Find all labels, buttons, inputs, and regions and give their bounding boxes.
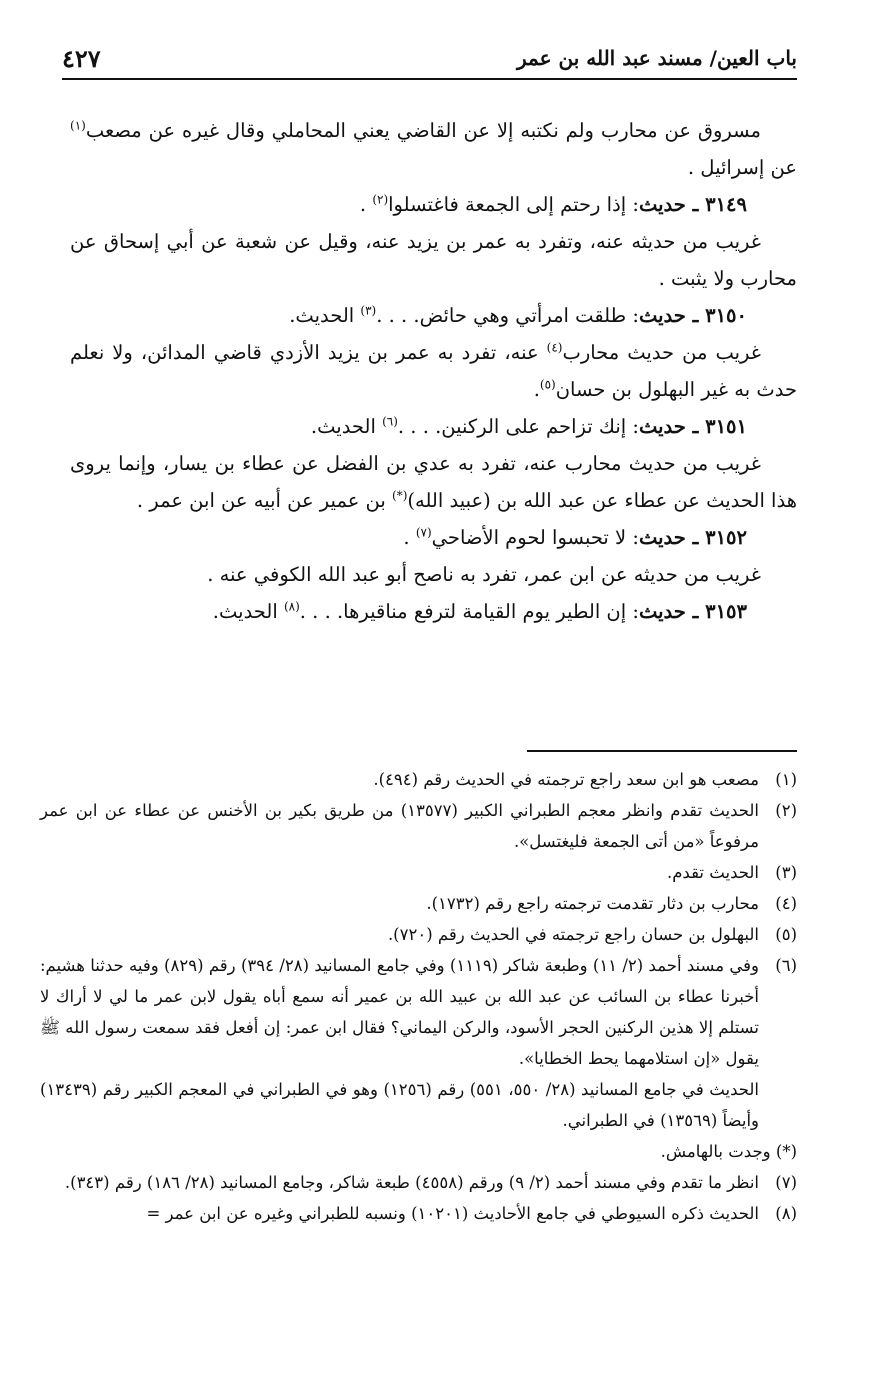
footnote-ref: (٦) xyxy=(382,414,398,429)
footnote-ref: (٤) xyxy=(546,340,563,355)
footnote-7 xyxy=(40,1167,797,1198)
footnote-number: (١) xyxy=(775,770,797,789)
footnote-1 xyxy=(40,764,797,795)
footnote-4 xyxy=(40,888,797,919)
hadith-tail: الحديث. xyxy=(310,415,383,438)
paragraph-text: . xyxy=(533,378,540,401)
footnote-number: (٦) xyxy=(775,956,797,975)
paragraph-1 xyxy=(70,112,797,186)
footnote-text: مصعب هو ابن سعد راجع ترجمته في الحديث رقم (٤٩٤). xyxy=(373,770,759,789)
paragraph-2: غريب من حديثه عنه، وتفرد به عمر بن يزيد عنه، وقيل عن شعبة عن أبي إسحاق عن محارب ولا يثبت . xyxy=(70,230,797,290)
hadith-tail: الحديث. xyxy=(212,600,284,623)
hadith-label: ـ حديث xyxy=(638,304,706,327)
footnote-number: (٢) xyxy=(775,801,797,820)
footnote-star: (*) وجدت بالهامش. xyxy=(660,1142,797,1161)
footnote-6-continuation: الحديث في جامع المسانيد (٢٨/ ٥٥٠، ٥٥١) رقم (١٢٥٦) وهو في الطبراني في المعجم الكبير رقم (١٣٤٣٩) وأيضاً (١٣٥٦٩) في الطبراني. xyxy=(40,1080,759,1130)
footnote-ref: (٨) xyxy=(283,599,300,614)
paragraph-text: غريب من حديث محارب xyxy=(562,341,761,364)
hadith-number: ٣١٥٣ xyxy=(705,600,747,623)
footnote-text: الحديث تقدم وانظر معجم الطبراني الكبير (١٣٥٧٧) من طريق بكير بن الأخنس عن عطاء عن ابن عمر مرفوعاً «من أتى الجمعة فليغتسل». xyxy=(40,801,759,851)
footnote-separator xyxy=(527,750,797,752)
hadith-3151 xyxy=(70,408,797,445)
paragraph-5: غريب من حديثه عن ابن عمر، تفرد به ناصح أبو عبد الله الكوفي عنه . xyxy=(207,563,761,586)
footnote-ref: (٧) xyxy=(415,525,432,540)
footnote-text: الحديث ذكره السيوطي في جامع الأحاديث (١٠٢٠١) ونسبه للطبراني وغيره عن ابن عمر = xyxy=(146,1204,759,1223)
footnote-ref: (٥) xyxy=(539,377,556,392)
hadith-tail: . xyxy=(359,193,373,216)
hadith-text: : إن الطير يوم القيامة لترفع مناقيرها. . . . xyxy=(299,600,639,623)
footnote-5 xyxy=(40,919,797,950)
footnote-8 xyxy=(40,1198,797,1229)
footnote-number: (٥) xyxy=(775,925,797,944)
hadith-text: : إذا رحتم إلى الجمعة فاغتسلوا xyxy=(388,193,639,216)
paragraph-4 xyxy=(70,445,797,519)
footnote-ref: (*) xyxy=(392,488,408,503)
hadith-label: ـ حديث xyxy=(638,415,706,438)
footnote-number: (٣) xyxy=(775,863,797,882)
hadith-label: ـ حديث xyxy=(638,526,706,549)
footnotes xyxy=(40,764,797,1229)
hadith-number: ٣١٥١ xyxy=(705,415,747,438)
footnote-text: وفي مسند أحمد (٢/ ١١) وطبعة شاكر (١١١٩) وفي جامع المسانيد (٢٨/ ٣٩٤) رقم (٨٢٩) وفيه حدثنا هشيم: أخبرنا عطاء بن السائب عن عبد الله بن عبيد الله بن عمير أنه سمع أباه يقول لابن عمر ما لي لا أراك لا تستلم إلا هذين الركنين الحجر الأسود، والركن اليماني؟ فقال ابن عمر: إن أفعل فقد سمعت رسول الله ﷺ يقول «إن استلامهما يحط الخطايا». xyxy=(40,956,759,1068)
hadith-3152 xyxy=(70,519,797,556)
footnote-6 xyxy=(40,950,797,1074)
footnote-2 xyxy=(40,795,797,857)
hadith-number: ٣١٥٠ xyxy=(705,304,747,327)
page-number: ٤٢٧ xyxy=(62,43,101,73)
footnote-number: (٤) xyxy=(775,894,797,913)
footnote-3 xyxy=(40,857,797,888)
running-header xyxy=(62,38,797,80)
running-title: باب العين/ مسند عبد الله بن عمر xyxy=(517,46,797,70)
footnote-ref: (٢) xyxy=(372,192,389,207)
hadith-tail: . xyxy=(403,526,416,549)
hadith-number: ٣١٥٢ xyxy=(705,526,747,549)
hadith-3153 xyxy=(70,593,797,630)
footnote-text: محارب بن دثار تقدمت ترجمته راجع رقم (١٧٣٢). xyxy=(426,894,759,913)
hadith-text: : لا تحبسوا لحوم الأضاحي xyxy=(431,526,639,549)
footnote-text: البهلول بن حسان راجع ترجمته في الحديث رقم (٧٢٠). xyxy=(387,925,759,944)
paragraph-3 xyxy=(70,334,797,408)
paragraph-text: عنه، تفرد به عمر بن يزيد الأزدي قاضي المدائن، ولا نعلم حدث به غير البهلول بن حسان xyxy=(70,341,797,401)
paragraph-text: بن عمير عن أبيه عن ابن عمر . xyxy=(136,489,393,512)
footnote-number: (٧) xyxy=(775,1173,797,1192)
main-text xyxy=(70,112,797,630)
hadith-label: ـ حديث xyxy=(638,193,706,216)
paragraph-text: مسروق عن محارب ولم نكتبه إلا عن القاضي يعني المحاملي وقال غيره عن مصعب xyxy=(85,119,761,142)
hadith-3149 xyxy=(70,186,797,223)
footnote-text: الحديث تقدم. xyxy=(666,863,759,882)
footnote-text: انظر ما تقدم وفي مسند أحمد (٢/ ٩) ورقم (٤٥٥٨) طبعة شاكر، وجامع المسانيد (٢٨/ ١٨٦) رقم (٣٤٣). xyxy=(64,1173,759,1192)
hadith-number: ٣١٤٩ xyxy=(705,193,747,216)
hadith-tail: الحديث. xyxy=(289,304,361,327)
hadith-text: : إنك تزاحم على الركنين. . . . xyxy=(397,415,639,438)
footnote-ref: (٣) xyxy=(360,303,377,318)
hadith-3150 xyxy=(70,297,797,334)
paragraph-text: عن إسرائيل . xyxy=(687,156,797,179)
footnote-number: (٨) xyxy=(775,1204,797,1223)
paragraph-text: غريب من حديث محارب عنه، تفرد به عدي بن الفضل عن عطاء بن يسار، وإنما يروى هذا الحديث عن عطاء عن عبد الله بن (عبيد الله) xyxy=(70,452,797,512)
footnote-ref: (١) xyxy=(70,118,86,133)
hadith-label: ـ حديث xyxy=(638,600,706,623)
hadith-text: : طلقت امرأتي وهي حائض. . . . xyxy=(376,304,639,327)
